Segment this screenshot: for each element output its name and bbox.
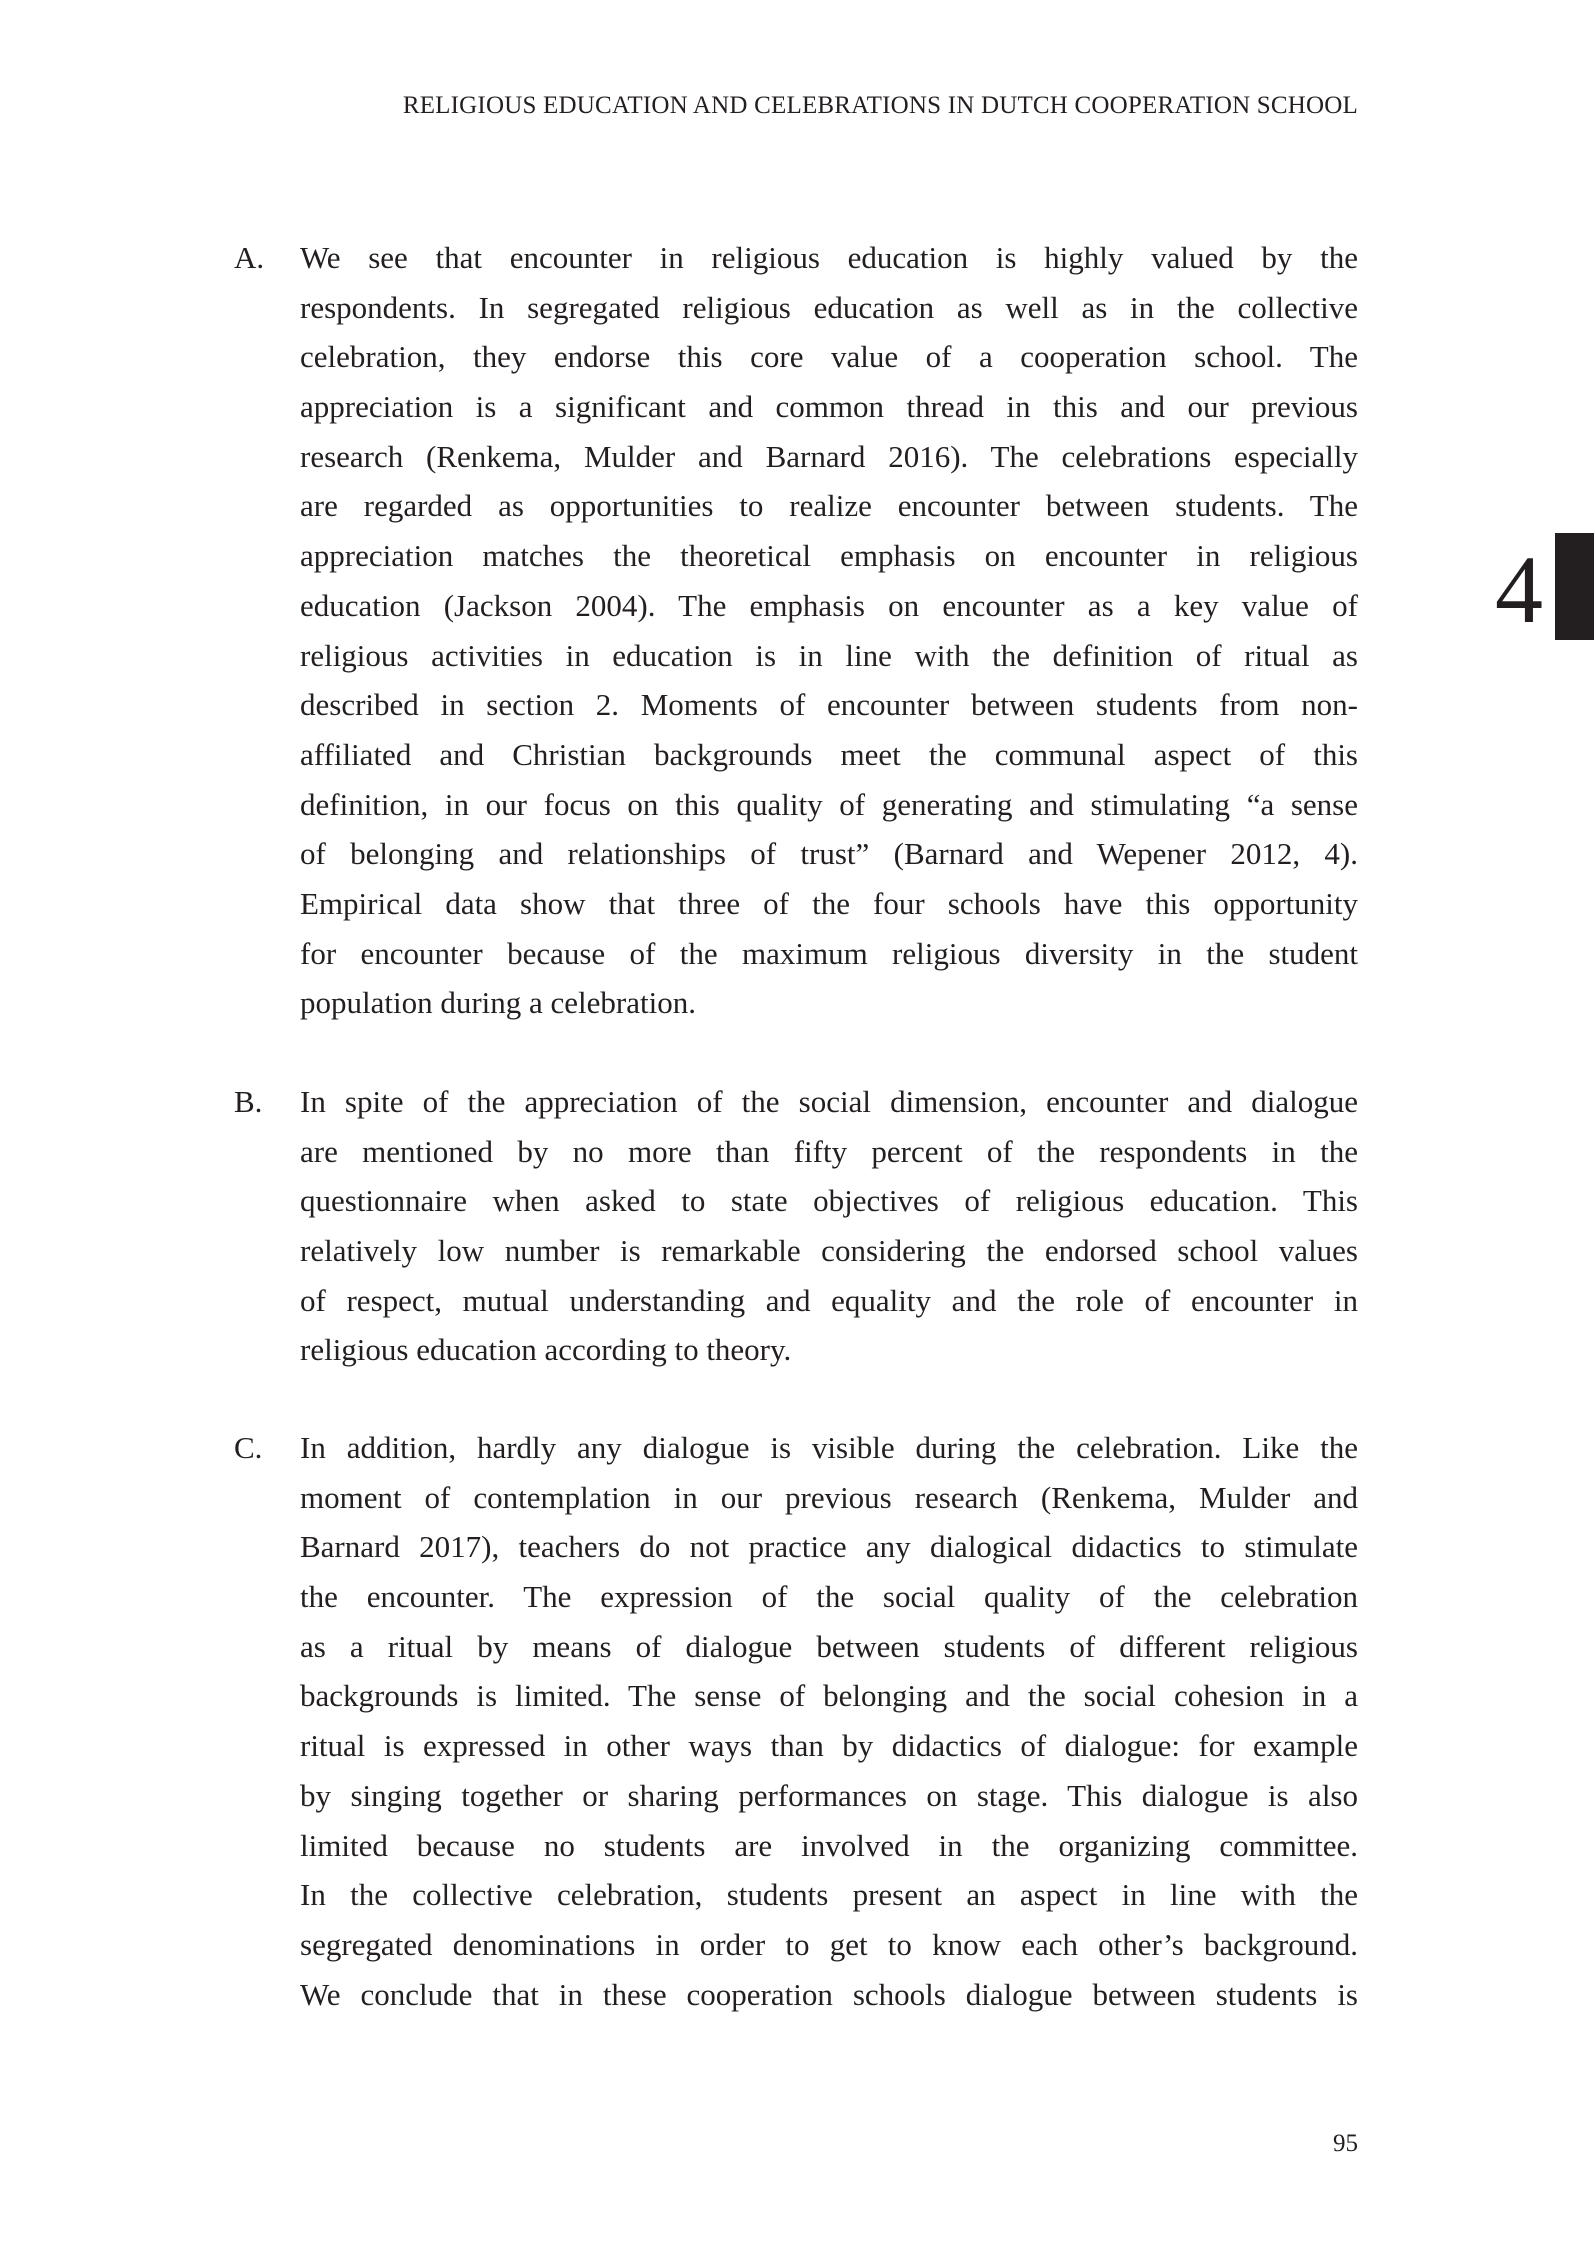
text-line: appreciation matches the theoretical emphasis on encounter in religious: [300, 538, 1358, 574]
text-line: described in section 2. Moments of encounter between students from non-: [300, 687, 1358, 723]
text-line: Barnard 2017), teachers do not practice any dialogical didactics to stimulate: [300, 1529, 1358, 1565]
text-line: relatively low number is remarkable considering the endorsed school values: [300, 1233, 1358, 1269]
text-line: respondents. In segregated religious education as well as in the collective: [300, 289, 1358, 325]
text-line: by singing together or sharing performances on stage. This dialogue is also: [300, 1777, 1358, 1813]
text-line: segregated denominations in order to get to know each other’s background.: [300, 1926, 1358, 1962]
text-line: In the collective celebration, students present an aspect in line with the: [300, 1877, 1358, 1913]
text-line: religious education according to theory.: [300, 1332, 792, 1368]
item-text: [300, 1423, 1358, 2019]
text-line: research (Renkema, Mulder and Barnard 2016). The celebrations especially: [300, 438, 1358, 474]
chapter-tab-bar: [1555, 533, 1594, 640]
text-line: for encounter because of the maximum religious diversity in the student: [300, 935, 1358, 971]
text-line: affiliated and Christian backgrounds meet the communal aspect of this: [300, 736, 1358, 772]
text-line: backgrounds is limited. The sense of belonging and the social cohesion in a: [300, 1678, 1358, 1714]
text-line: moment of contemplation in our previous research (Renkema, Mulder and: [300, 1479, 1358, 1515]
text-line: the encounter. The expression of the social quality of the celebration: [300, 1579, 1358, 1615]
running-header: RELIGIOUS EDUCATION AND CELEBRATIONS IN DUTCH COOPERATION SCHOOL: [402, 92, 1358, 119]
item-label: A.: [234, 240, 265, 275]
item-text: [300, 1077, 1358, 1375]
text-line: In spite of the appreciation of the social dimension, encounter and dialogue: [300, 1084, 1358, 1119]
text-line: as a ritual by means of dialogue between students of different religious: [300, 1628, 1358, 1664]
text-line: religious activities in education is in line with the definition of ritual as: [300, 637, 1358, 673]
text-line: In addition, hardly any dialogue is visible during the celebration. Like the: [300, 1430, 1358, 1465]
text-line: education (Jackson 2004). The emphasis on encounter as a key value of: [300, 587, 1358, 623]
text-line: population during a celebration.: [300, 985, 696, 1021]
text-line: Empirical data show that three of the four schools have this opportunity: [300, 885, 1358, 921]
text-line: definition, in our focus on this quality of generating and stimulating “a sense: [300, 786, 1358, 822]
text-line: of belonging and relationships of trust” (Barnard and Wepener 2012, 4).: [300, 836, 1358, 872]
text-line: are regarded as opportunities to realize encounter between students. The: [300, 488, 1358, 524]
item-text: [300, 233, 1358, 1028]
text-line: We conclude that in these cooperation schools dialogue between students is: [300, 1976, 1358, 2012]
chapter-number: 4: [1495, 536, 1543, 643]
text-line: limited because no students are involved in the organizing committee.: [300, 1827, 1358, 1863]
text-line: appreciation is a significant and common thread in this and our previous: [300, 389, 1358, 425]
text-line: questionnaire when asked to state objectives of religious education. This: [300, 1183, 1358, 1219]
item-label: B.: [234, 1084, 263, 1119]
item-label: C.: [234, 1430, 263, 1465]
page-number: 95: [1333, 2130, 1358, 2157]
text-line: are mentioned by no more than fifty percent of the respondents in the: [300, 1133, 1358, 1169]
text-line: ritual is expressed in other ways than by didactics of dialogue: for example: [300, 1728, 1358, 1764]
text-line: We see that encounter in religious education is highly valued by the: [300, 240, 1358, 275]
text-line: of respect, mutual understanding and equality and the role of encounter in: [300, 1282, 1358, 1318]
text-line: celebration, they endorse this core value of a cooperation school. The: [300, 339, 1358, 375]
